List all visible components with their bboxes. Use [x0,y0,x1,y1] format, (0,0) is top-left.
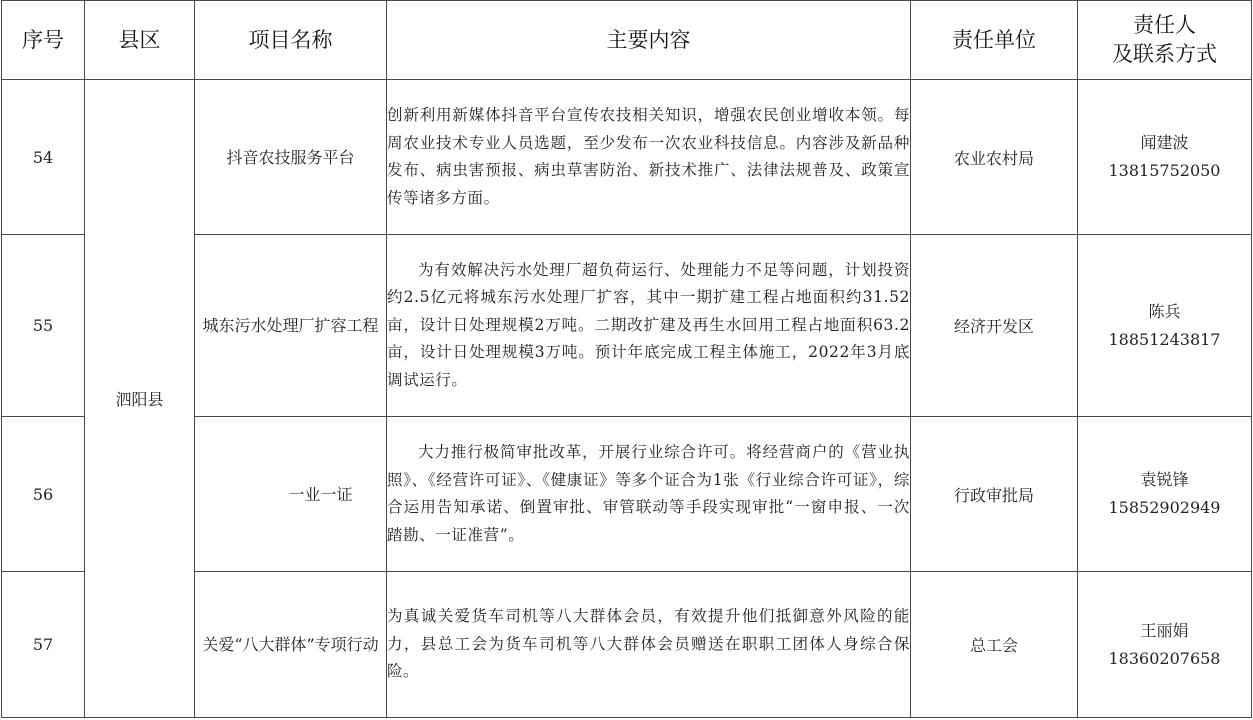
project-content-text: 大力推行极简审批改革，开展行业综合许可。将经营商户的《营业执照》、《经营许可证》、《健康证》等多个证合为1张《行业综合许可证》，综合运用告知承诺、倒置审批、审管联动等手段实现审批“一窗申报、一次踏勘、一证准营”。 [387,443,910,544]
responsible-contact [1078,572,1252,718]
responsible-unit: 总工会 [911,572,1078,718]
contact-phone: 15852902949 [1108,498,1221,517]
contact-person: 陈兵 [1148,301,1181,321]
header-responsible-unit: 责任单位 [911,1,1078,80]
project-name: 一业一证 [195,417,387,572]
project-name: 抖音农技服务平台 [195,80,387,235]
header-index: 序号 [2,1,85,80]
responsible-contact [1078,417,1252,572]
header-county: 县区 [85,1,195,80]
project-content-text: 为有效解决污水处理厂超负荷运行、处理能力不足等问题，计划投资约2.5亿元将城东污水处理厂扩容，其中一期扩建工程占地面积约31.52亩，设计日处理规模2万吨。二期改扩建及再生水回用工程占地面积63.2亩，设计日处理规模3万吨。预计年底完成工程主体施工，2022年3月底调试运行。 [387,260,910,389]
contact-phone: 18360207658 [1108,648,1221,668]
responsible-unit: 农业农村局 [911,80,1078,235]
header-main-content: 主要内容 [387,1,911,80]
contact-person: 王丽娟 [1140,620,1189,640]
project-content [387,235,911,417]
project-name: 城东污水处理厂扩容工程 [195,235,387,417]
header-responsible-person [1078,1,1252,80]
header-responsible-person-line1: 责任人 [1133,13,1196,37]
project-content [387,80,911,235]
header-row [2,1,1252,80]
project-content [387,572,911,718]
project-content-text: 为真诚关爱货车司机等八大群体会员，有效提升他们抵御意外风险的能力，县总工会为货车司机等八大群体会员赠送在职职工团体人身综合保险。 [387,607,910,681]
row-index: 57 [2,572,85,718]
table-row [2,80,1252,235]
project-name: 关爱“八大群体”专项行动 [195,572,387,718]
contact-phone: 13815752050 [1108,161,1221,180]
responsible-unit: 经济开发区 [911,235,1078,417]
header-project-name: 项目名称 [195,1,387,80]
project-content-text: 创新利用新媒体抖音平台宣传农技相关知识，增强农民创业增收本领。每周农业技术专业人员选题，至少发布一次农业科技信息。内容涉及新品种发布、病虫害预报、病虫草害防治、新技术推广、法律法规普及、政策宣传等诸多方面。 [387,106,910,207]
responsible-unit: 行政审批局 [911,417,1078,572]
contact-person: 闻建波 [1140,133,1189,152]
responsible-contact [1078,235,1252,417]
row-index: 56 [2,417,85,572]
header-responsible-person-line2: 及联系方式 [1112,42,1217,66]
row-index: 55 [2,235,85,417]
project-table [1,0,1252,718]
contact-phone: 18851243817 [1108,329,1221,349]
row-index: 54 [2,80,85,235]
responsible-contact [1078,80,1252,235]
project-content [387,417,911,572]
contact-person: 袁锐锋 [1140,470,1189,489]
county-cell: 泗阳县 [85,80,195,718]
